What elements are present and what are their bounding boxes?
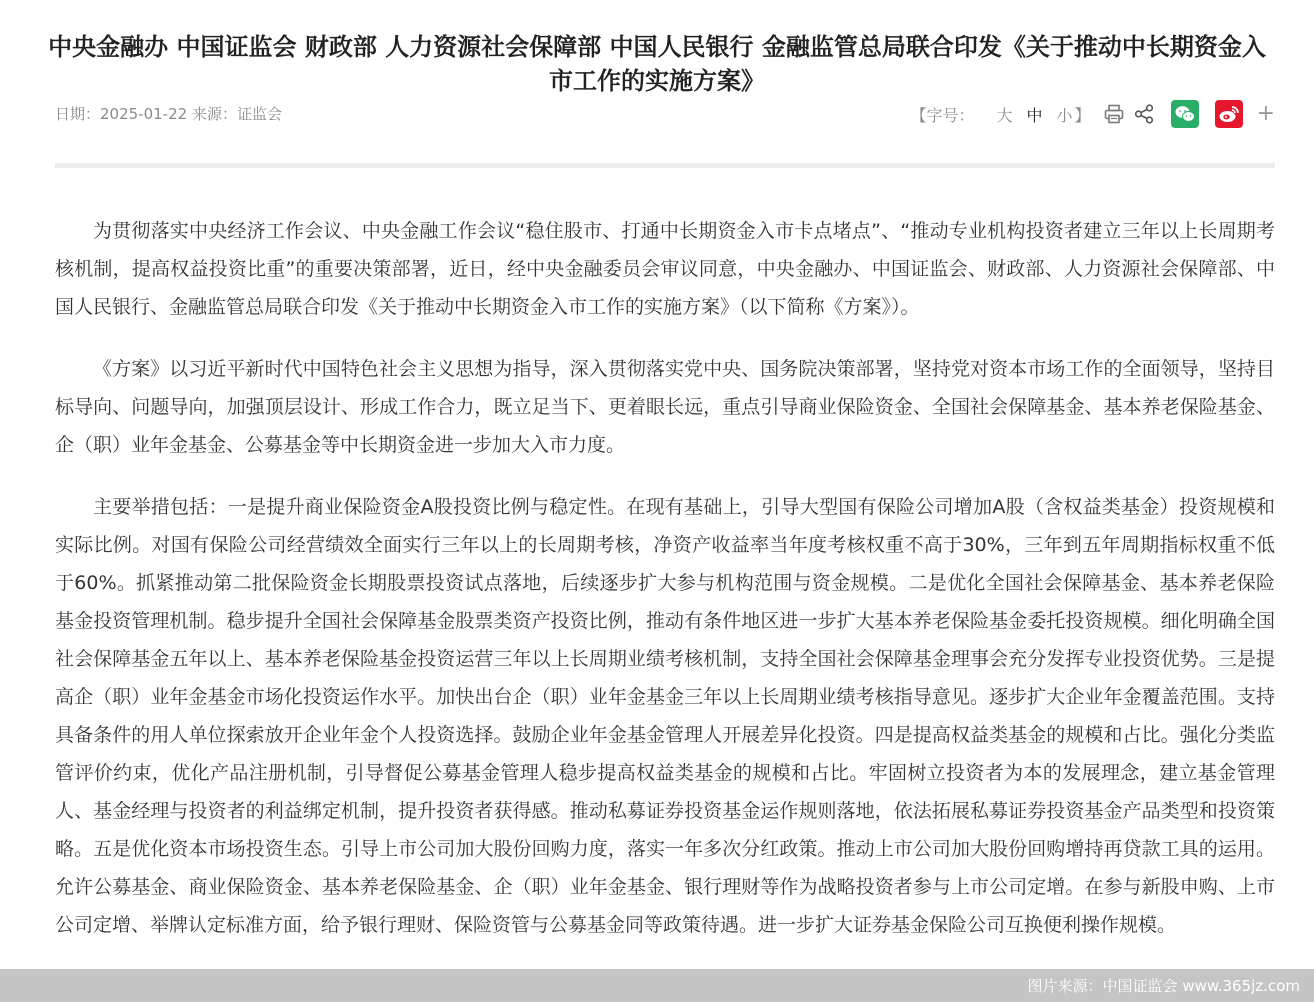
font-size-bracket: 】	[1074, 105, 1091, 125]
paragraph-2: 《方案》以习近平新时代中国特色社会主义思想为指导，深入贯彻落实党中央、国务院决策部署，坚持党对资本市场工作的全面领导，坚持目标导向、问题导向，加强顶层设计、形成工作合力，既立足当下、更着眼长远，重点引导商业保险资金、全国社会保障基金、基本养老保险基金、企（职）业年金基金、公募基金等中长期资金进一步加大入市力度。	[55, 358, 1275, 456]
article-meta: 日期：2025-01-22 来源：证监会	[55, 105, 282, 123]
article-toolbar	[910, 100, 1275, 128]
paragraph-1: 为贯彻落实中央经济工作会议、中央金融工作会议“稳住股市、打通中长期资金入市卡点堵点”、“推动专业机构投资者建立三年以上长周期考核机制，提高权益投资比重”的重要决策部署，近日，经中央金融委员会审议同意，中央金融办、中国证监会、财政部、人力资源社会保障部、中国人民银行、金融监管总局联合印发《关于推动中长期资金入市工作的实施方案》（以下简称《方案》）。	[55, 220, 1275, 318]
wechat-icon[interactable]	[1171, 100, 1199, 128]
plus-icon[interactable]: +	[1256, 101, 1275, 126]
article-title: 中央金融办 中国证监会 财政部 人力资源社会保障部 中国人民银行 金融监管总局联合印发《关于推动中长期资金入市工作的实施方案》	[48, 33, 1266, 95]
print-icon[interactable]	[1101, 101, 1127, 127]
paragraph-3: 主要举措包括：一是提升商业保险资金A股投资比例与稳定性。在现有基础上，引导大型国有保险公司增加A股（含权益类基金）投资规模和实际比例。对国有保险公司经营绩效全面实行三年以上的长周期考核，净资产收益率当年度考核权重不高于30%，三年到五年周期指标权重不低于60%。抓紧推动第二批保险资金长期股票投资试点落地，后续逐步扩大参与机构范围与资金规模。二是优化全国社会保障基金、基本养老保险基金投资管理机制。稳步提升全国社会保障基金股票类资产投资比例，推动有条件地区进一步扩大基本养老保险基金委托投资规模。细化明确全国社会保障基金五年以上、基本养老保险基金投资运营三年以上长周期业绩考核机制，支持全国社会保障基金理事会充分发挥专业投资优势。三是提高企（职）业年金基金市场化投资运作水平。加快出台企（职）业年金基金三年以上长周期业绩考核指导意见。逐步扩大企业年金覆盖范围。支持具备条件的用人单位探索放开企业年金个人投资选择。鼓励企业年金基金管理人开展差异化投资。四是提高权益类基金的规模和占比。强化分类监管评价约束，优化产品注册机制，引导督促公募基金管理人稳步提高权益类基金的规模和占比。牢固树立投资者为本的发展理念，建立基金管理人、基金经理与投资者的利益绑定机制，提升投资者获得感。推动私募证券投资基金运作规则落地，依法拓展私募证券投资基金产品类型和投资策略。五是优化资本市场投资生态。引导上市公司加大股份回购力度，落实一年多次分红政策。推动上市公司加大股份回购增持再贷款工具的运用。允许公募基金、商业保险资金、基本养老保险基金、企（职）业年金基金、银行理财等作为战略投资者参与上市公司定增。在参与新股申购、上市公司定增、举牌认定标准方面，给予银行理财、保险资管与公募基金同等政策待遇。进一步扩大证券基金保险公司互换便利操作规模。	[55, 496, 1275, 936]
image-source-text: 图片来源：中国证监会 www.365jz.com	[1027, 977, 1300, 995]
image-source-bar	[0, 969, 1314, 1002]
weibo-icon[interactable]	[1215, 100, 1243, 128]
font-size-small[interactable]: 小	[1056, 105, 1073, 125]
font-size-large[interactable]: 大	[996, 105, 1013, 125]
share-icon[interactable]	[1131, 101, 1157, 127]
font-size-medium[interactable]: 中	[1026, 105, 1043, 125]
header-divider	[55, 163, 1275, 168]
font-size-label: 【字号：	[910, 105, 975, 125]
article-body	[55, 212, 1275, 968]
meta-row	[55, 100, 1275, 128]
